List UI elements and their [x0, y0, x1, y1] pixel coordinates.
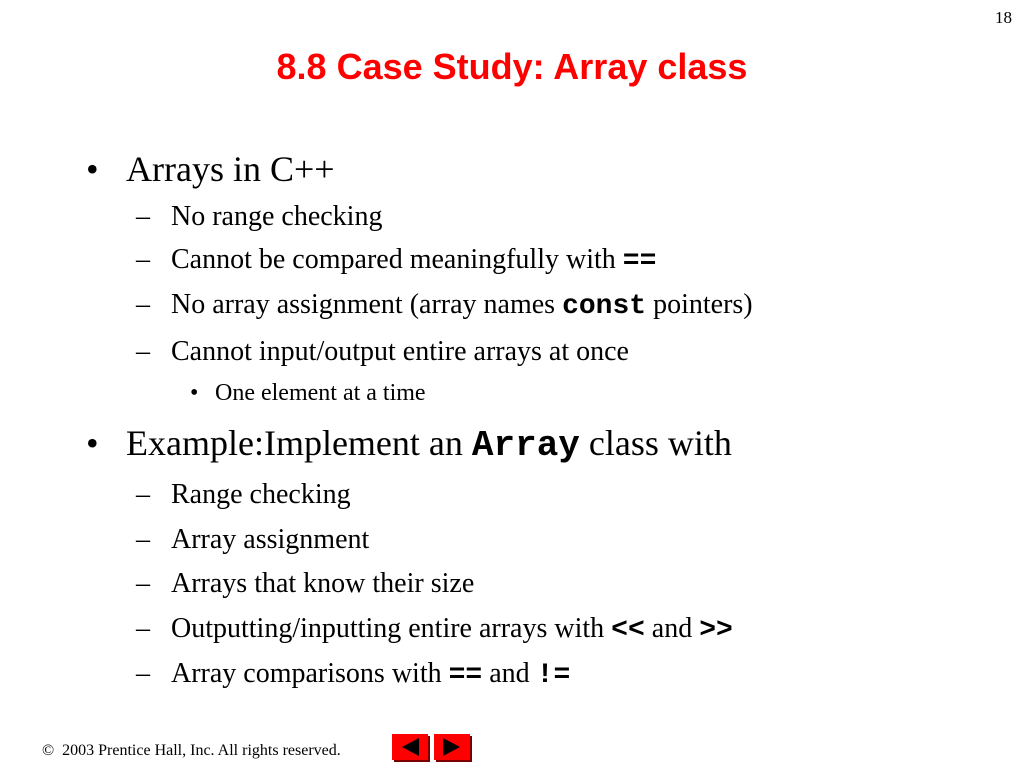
- sub-item-text: [171, 244, 656, 277]
- bullet-text-before: Example:Implement an: [126, 423, 472, 463]
- bullet-text-after: class with: [579, 423, 732, 463]
- triangle-right-icon: [434, 734, 470, 760]
- dash-marker: –: [136, 524, 150, 555]
- dash-marker: –: [136, 201, 150, 232]
- sub-sub-item-text: One element at a time: [215, 380, 426, 406]
- next-slide-button[interactable]: [434, 734, 470, 760]
- sub-item-text-before: No array assignment (array names: [171, 289, 563, 320]
- sub-item-text: Cannot input/output entire arrays at once: [171, 336, 629, 367]
- dash-marker: –: [136, 244, 150, 275]
- bullet-marker: •: [86, 423, 99, 463]
- code-not-equals: !=: [536, 660, 571, 691]
- sub-item-text-before: Outputting/inputting entire arrays with: [171, 613, 612, 644]
- sub-item-text: Arrays that know their size: [171, 568, 475, 599]
- slide-title: 8.8 Case Study: Array class: [276, 46, 748, 87]
- code-stream-insert: <<: [611, 615, 645, 646]
- dash-marker: –: [136, 658, 150, 689]
- code-const: const: [562, 291, 647, 322]
- sub-item-text: [171, 289, 753, 322]
- sub-item-text-mid: and: [482, 658, 537, 689]
- dash-marker: –: [136, 289, 150, 320]
- sub-item-text-mid: and: [644, 613, 700, 644]
- dash-marker: –: [136, 479, 150, 510]
- bullet-marker: •: [190, 380, 199, 406]
- sub-item-text: No range checking: [171, 201, 383, 232]
- bullet-text: Arrays in C++: [126, 149, 335, 189]
- sub-item-text: Range checking: [171, 479, 351, 510]
- sub-item-text-part: Cannot be compared meaningfully with: [171, 244, 623, 275]
- code-equals: ==: [622, 246, 657, 277]
- dash-marker: –: [136, 613, 150, 644]
- triangle-left-icon: [392, 734, 428, 760]
- dash-marker: –: [136, 568, 150, 599]
- code-array: Array: [471, 425, 580, 466]
- copyright-icon: ©: [42, 742, 55, 759]
- sub-item-text-before: Array comparisons with: [171, 658, 449, 689]
- previous-slide-button[interactable]: [392, 734, 428, 760]
- sub-item-text-after: pointers): [646, 289, 753, 320]
- bullet-text: [126, 422, 732, 466]
- bullet-marker: •: [86, 149, 99, 189]
- code-equals: ==: [448, 660, 483, 691]
- sub-item-text: [171, 613, 733, 646]
- sub-item-text: Array assignment: [171, 524, 370, 555]
- copyright-footer: [42, 742, 341, 760]
- copyright-text: 2003 Prentice Hall, Inc. All rights reserved.: [62, 742, 341, 759]
- dash-marker: –: [136, 336, 150, 367]
- page-number: 18: [995, 8, 1012, 27]
- code-stream-extract: >>: [699, 615, 733, 646]
- sub-item-text: [171, 658, 570, 691]
